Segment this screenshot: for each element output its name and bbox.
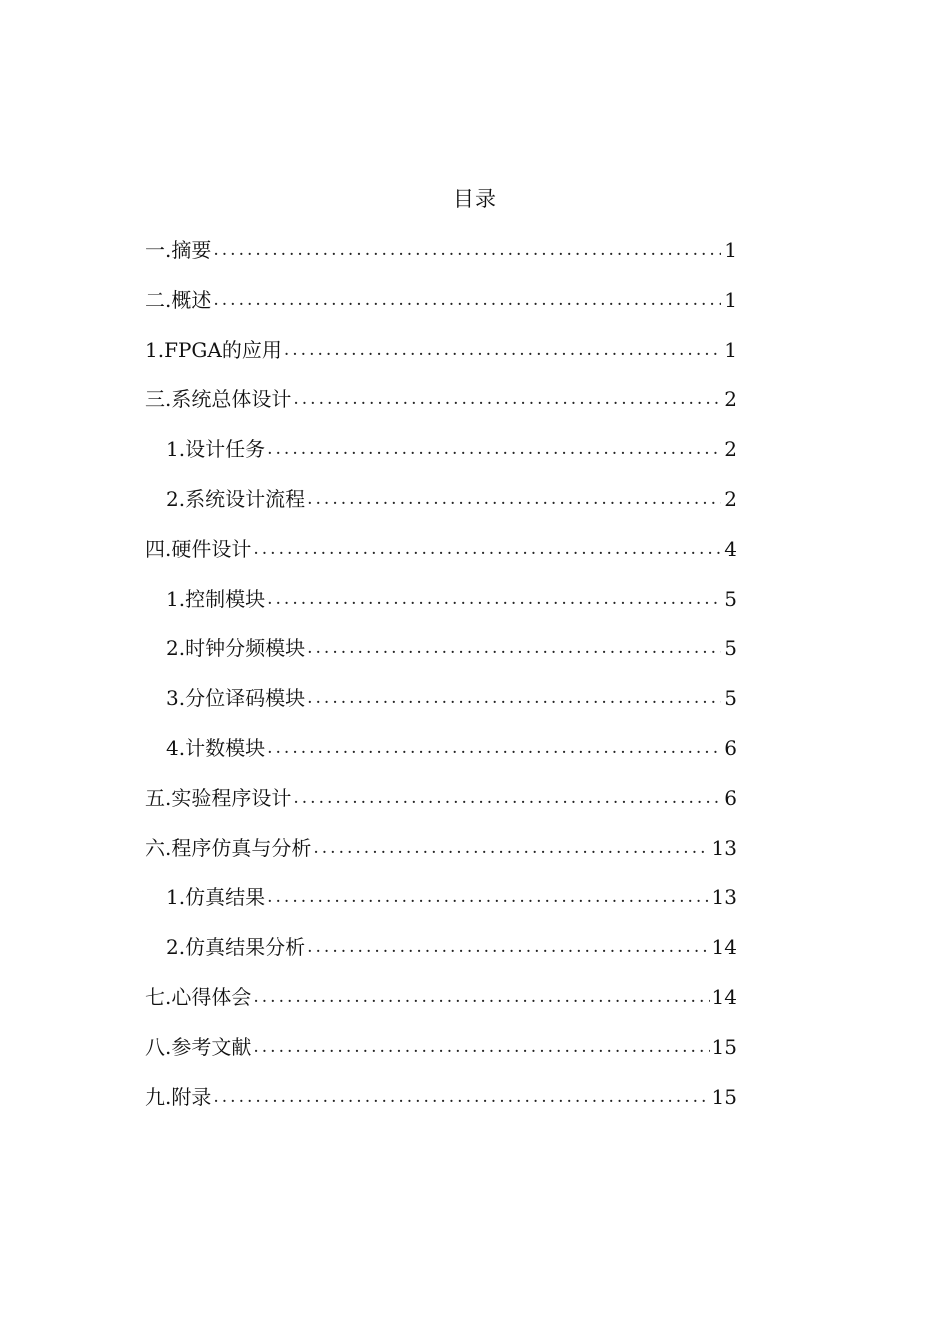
toc-entry-page: 4 bbox=[724, 536, 737, 561]
toc-leader-dots bbox=[267, 585, 721, 613]
toc-leader-dots bbox=[313, 834, 709, 862]
toc-subentry[interactable] bbox=[145, 585, 737, 635]
toc-entry-page: 6 bbox=[724, 785, 737, 810]
toc-entry-page: 2 bbox=[724, 387, 737, 412]
toc-leader-dots bbox=[307, 684, 721, 712]
toc-entry-page: 15 bbox=[711, 1034, 737, 1059]
toc-entry-label: 1.FPGA的应用 bbox=[145, 337, 282, 362]
toc-leader-dots bbox=[213, 1083, 709, 1111]
toc-entry-page: 1 bbox=[724, 337, 737, 362]
toc-entry-label: 2.时钟分频模块 bbox=[166, 636, 306, 661]
toc-leader-dots bbox=[307, 933, 709, 961]
toc-entry-label: 2.系统设计流程 bbox=[166, 486, 306, 511]
toc-leader-dots bbox=[284, 336, 721, 364]
toc-entry-page: 5 bbox=[724, 686, 737, 711]
toc-entry-label: 七.心得体会 bbox=[145, 984, 252, 1009]
toc-title: 目录 bbox=[453, 187, 497, 211]
toc-subentry[interactable] bbox=[145, 634, 737, 684]
toc-entry[interactable] bbox=[145, 983, 737, 1033]
toc-entry[interactable] bbox=[145, 286, 737, 336]
toc-subentry[interactable] bbox=[145, 883, 737, 933]
toc-subentry[interactable] bbox=[145, 435, 737, 485]
toc-entry-label: 九.附录 bbox=[145, 1084, 212, 1109]
toc-entry-page: 2 bbox=[724, 486, 737, 511]
toc-entry-page: 14 bbox=[711, 984, 737, 1009]
toc-leader-dots bbox=[307, 485, 721, 513]
toc-entry-page: 1 bbox=[724, 287, 737, 312]
toc-list bbox=[145, 236, 737, 1132]
toc-entry-page: 2 bbox=[724, 437, 737, 462]
toc-entry[interactable] bbox=[145, 236, 737, 286]
toc-entry[interactable] bbox=[145, 1033, 737, 1083]
toc-leader-dots bbox=[253, 535, 721, 563]
toc-subentry[interactable] bbox=[145, 734, 737, 784]
toc-leader-dots bbox=[307, 634, 721, 662]
toc-entry-label: 一.摘要 bbox=[145, 238, 212, 262]
toc-entry[interactable] bbox=[145, 834, 737, 884]
toc-entry-page: 14 bbox=[711, 935, 737, 960]
toc-entry[interactable] bbox=[145, 784, 737, 834]
toc-entry-label: 2.仿真结果分析 bbox=[166, 935, 306, 960]
toc-entry-label: 4.计数模块 bbox=[166, 735, 266, 760]
toc-entry[interactable] bbox=[145, 385, 737, 435]
toc-entry-label: 1.仿真结果 bbox=[166, 885, 266, 910]
toc-entry-label: 八.参考文献 bbox=[145, 1034, 252, 1059]
toc-entry-label: 1.设计任务 bbox=[166, 437, 266, 462]
toc-entry-page: 15 bbox=[711, 1084, 737, 1109]
toc-entry-page: 5 bbox=[724, 586, 737, 611]
toc-entry-label: 1.控制模块 bbox=[166, 586, 266, 611]
toc-subentry[interactable] bbox=[145, 485, 737, 535]
toc-entry-label: 六.程序仿真与分析 bbox=[145, 835, 312, 860]
toc-entry-page: 13 bbox=[711, 885, 737, 910]
toc-entry[interactable] bbox=[145, 535, 737, 585]
toc-leader-dots bbox=[213, 236, 721, 264]
toc-entry-page: 1 bbox=[724, 238, 737, 262]
toc-entry[interactable] bbox=[145, 336, 737, 386]
toc-entry-label: 四.硬件设计 bbox=[145, 536, 252, 561]
toc-entry-label: 五.实验程序设计 bbox=[145, 785, 292, 810]
toc-leader-dots bbox=[267, 435, 721, 463]
toc-leader-dots bbox=[293, 385, 721, 413]
toc-entry-label: 三.系统总体设计 bbox=[145, 387, 292, 412]
toc-entry-label: 3.分位译码模块 bbox=[166, 686, 306, 711]
toc-leader-dots bbox=[253, 983, 709, 1011]
toc-entry-label: 二.概述 bbox=[145, 287, 212, 312]
toc-subentry[interactable] bbox=[145, 933, 737, 983]
toc-leader-dots bbox=[213, 286, 721, 314]
toc-leader-dots bbox=[253, 1033, 709, 1061]
toc-leader-dots bbox=[293, 784, 721, 812]
toc-leader-dots bbox=[267, 734, 721, 762]
toc-subentry[interactable] bbox=[145, 684, 737, 734]
toc-entry[interactable] bbox=[145, 1083, 737, 1133]
toc-entry-page: 5 bbox=[724, 636, 737, 661]
toc-entry-page: 6 bbox=[724, 735, 737, 760]
toc-entry-page: 13 bbox=[711, 835, 737, 860]
toc-leader-dots bbox=[267, 883, 709, 911]
